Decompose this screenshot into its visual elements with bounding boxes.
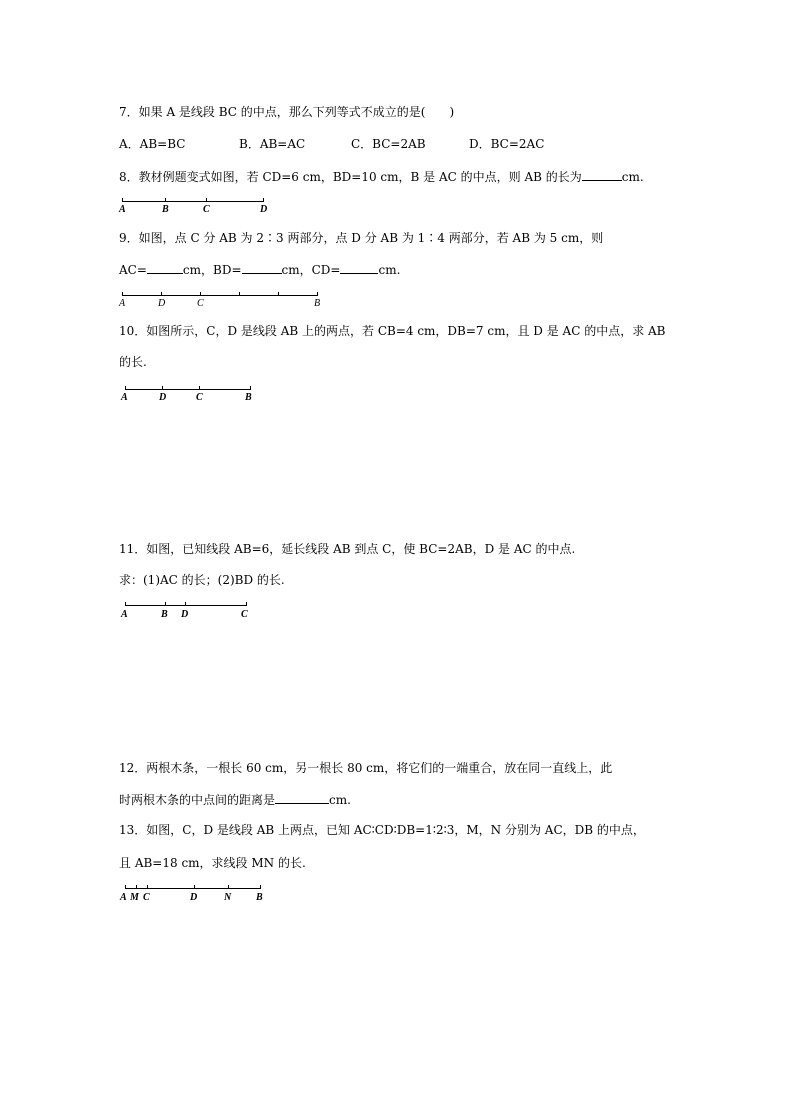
q13-label-m: M	[130, 892, 139, 903]
q11-label-a: A	[121, 609, 128, 620]
q12-stem-line2	[119, 791, 351, 808]
q11-figure	[118, 602, 268, 622]
q10-stem-line2: 的长.	[119, 355, 147, 369]
q7-option-c: C．BC=2AB	[351, 137, 426, 151]
q8-figure	[118, 198, 278, 218]
q9-bd-blank[interactable]	[242, 261, 282, 274]
q10-label-a: A	[121, 392, 128, 403]
q8-stem	[119, 168, 644, 185]
q10-label-d: D	[159, 392, 167, 403]
q9-label-a: A	[119, 298, 126, 309]
q9-stem: 9．如图，点 C 分 AB 为 2∶3 两部分，点 D 分 AB 为 1∶4 两部分，若 AB 为 5 cm，则	[119, 231, 604, 245]
q13-label-n: N	[224, 892, 232, 903]
q10-label-c: C	[196, 392, 203, 403]
q9-figure	[118, 292, 328, 312]
q13-stem-line2: 且 AB=18 cm，求线段 MN 的长.	[119, 856, 306, 870]
q7-stem: 7．如果 A 是线段 BC 的中点，那么下列等式不成立的是( )	[119, 105, 455, 119]
q10-figure	[118, 386, 268, 406]
q8-label-b: B	[162, 204, 169, 215]
q9-cd-blank[interactable]	[340, 261, 378, 274]
q13-label-b: B	[256, 892, 263, 903]
q8-answer-blank[interactable]	[582, 168, 622, 181]
q12-unit: cm.	[329, 793, 351, 807]
q11-label-c: C	[241, 609, 248, 620]
q7-option-b: B．AB=AC	[239, 137, 306, 151]
q11-label-d: D	[181, 609, 189, 620]
q9-ac-prefix: AC=	[119, 263, 147, 277]
q8-label-d: D	[260, 204, 268, 215]
q13-label-d: D	[190, 892, 198, 903]
q8-stem-text: 8．教材例题变式如图，若 CD=6 cm，BD=10 cm，B 是 AC 的中点，则 AB 的长为	[119, 170, 582, 184]
q13-label-a: A	[120, 892, 127, 903]
q12-stem-line1: 12．两根木条，一根长 60 cm，另一根长 80 cm，将它们的一端重合，放在同一直线上，此	[119, 761, 613, 775]
q10-stem-line1: 10．如图所示，C，D 是线段 AB 上的两点，若 CB=4 cm，DB=7 cm，且 D 是 AC 的中点，求 AB	[119, 324, 666, 338]
q12-stem-text: 时两根木条的中点间的距离是	[119, 793, 276, 807]
q12-answer-blank[interactable]	[275, 791, 329, 804]
q9-label-c: C	[197, 298, 204, 309]
q9-cd-prefix: cm，CD=	[281, 263, 341, 277]
q10-label-b: B	[245, 392, 252, 403]
q11-label-b: B	[161, 609, 168, 620]
q9-answers	[119, 261, 400, 278]
q9-ac-blank[interactable]	[147, 261, 183, 274]
q13-label-c: C	[143, 892, 150, 903]
q11-stem-line2: 求：(1)AC 的长；(2)BD 的长.	[119, 573, 285, 587]
q8-label-c: C	[203, 204, 210, 215]
q9-label-d: D	[158, 298, 166, 309]
q8-label-a: A	[119, 204, 126, 215]
q13-stem-line1: 13．如图，C，D 是线段 AB 上两点，已知 AC∶CD∶DB=1∶2∶3，M，N 分别为 AC，DB 的中点，	[119, 823, 645, 837]
q9-label-b: B	[314, 298, 321, 309]
q8-unit: cm.	[621, 170, 644, 184]
q9-bd-prefix: cm，BD=	[182, 263, 242, 277]
q9-unit: cm.	[378, 263, 401, 277]
q7-option-d: D．BC=2AC	[469, 137, 545, 151]
q7-option-a: A．AB=BC	[119, 137, 186, 151]
q13-figure	[118, 885, 278, 905]
q11-stem-line1: 11．如图，已知线段 AB=6，延长线段 AB 到点 C，使 BC=2AB，D 是 AC 的中点.	[119, 542, 576, 556]
